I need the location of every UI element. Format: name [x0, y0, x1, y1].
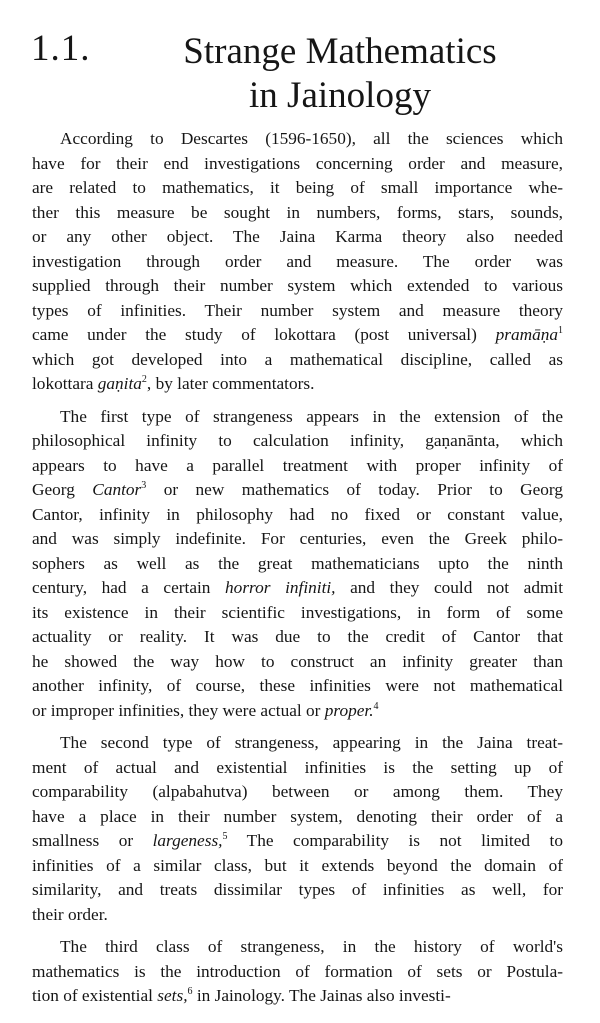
- italic-term: Cantor: [92, 480, 142, 499]
- text-run: The first type of strangeness appears in the extension of the: [60, 406, 563, 426]
- italic-term: proper.: [324, 700, 374, 720]
- text-line: [32, 903, 563, 928]
- text-line: [32, 878, 563, 903]
- text-run: The second type of strangeness, appearing in the Jaina treat-: [60, 733, 563, 752]
- text-line: [32, 674, 563, 699]
- text-line: [32, 429, 563, 454]
- text-line: [32, 323, 563, 348]
- text-run: have for their end investigations concerning order and measure,: [32, 153, 563, 173]
- text-line: [32, 152, 563, 177]
- text-run: ment of actual and existential infinities is the setting up of: [32, 757, 563, 777]
- text-line: [32, 127, 563, 152]
- footnote-marker: 6: [187, 986, 193, 998]
- text-run: or any other object. The Jaina Karma theory also needed: [32, 227, 563, 246]
- section-title: [120, 30, 560, 118]
- text-line: [32, 348, 563, 373]
- text-run: and was simply indefinite. For centuries, even the Greek philo-: [32, 529, 563, 548]
- paragraph: [32, 731, 563, 927]
- text-line: [32, 805, 563, 830]
- text-run: came under the study of lokottara (post universal): [32, 325, 496, 344]
- text-line: [32, 527, 563, 552]
- text-line: [32, 503, 563, 528]
- section-title-line-1: Strange Mathematics: [183, 31, 497, 72]
- footnote-marker: 4: [373, 700, 379, 712]
- text-run: have a place in their number system, denoting their order of a: [32, 806, 563, 826]
- text-run: lokottara: [32, 374, 98, 393]
- text-run: its existence in their scientific investigations, in form of some: [32, 602, 563, 622]
- text-line: [32, 935, 563, 960]
- text-line: [32, 250, 563, 275]
- text-run: comparability (alpabahutva) between or among them. They: [32, 782, 563, 801]
- footnote-marker: 1: [558, 325, 563, 337]
- text-run: or improper infinities, they were actual or: [32, 700, 325, 720]
- text-run: their order.: [32, 904, 108, 924]
- paragraph: [32, 127, 563, 397]
- text-line: [32, 650, 563, 675]
- text-run: century, had a certain: [32, 578, 226, 597]
- text-run: similarity, and treats dissimilar types of infinities as well, for: [32, 880, 563, 899]
- text-run: ther this measure be sought in numbers, forms, stars, sounds,: [32, 202, 563, 222]
- text-run: he showed the way how to construct an infinity greater than: [32, 651, 563, 671]
- text-run: appears to have a parallel treatment with proper infinity of: [32, 455, 563, 475]
- text-run: According to Descartes (1596-1650), all the sciences which: [60, 129, 563, 148]
- text-run: , by later commentators.: [146, 374, 315, 393]
- text-run: sophers as well as the great mathematicians upto the ninth: [32, 553, 563, 573]
- footnote-marker: 5: [222, 831, 228, 843]
- text-line: [32, 552, 563, 577]
- text-line: [32, 780, 563, 805]
- section-number: 1.1.: [31, 28, 91, 69]
- text-line: [32, 201, 563, 226]
- text-line: [32, 372, 563, 397]
- paragraph: [32, 935, 563, 1009]
- text-line: [32, 960, 563, 985]
- text-line: [32, 731, 563, 756]
- italic-term: pramāṇa: [495, 325, 558, 344]
- text-run: actuality or reality. It was due to the credit of Cantor that: [32, 627, 563, 646]
- text-run: Cantor, infinity in philosophy had no fixed or constant value,: [32, 504, 563, 524]
- body-text: [32, 127, 563, 1009]
- footnote-marker: 2: [141, 374, 147, 386]
- text-run: another infinity, of course, these infinities were not mathematical: [32, 676, 563, 695]
- text-line: [32, 699, 563, 724]
- text-line: [32, 829, 563, 854]
- paragraph: [32, 405, 563, 724]
- text-run: types of infinities. Their number system and measure theory: [32, 300, 563, 320]
- text-line: [32, 274, 563, 299]
- text-line: [32, 601, 563, 626]
- text-run: The comparability is not limited to: [227, 831, 563, 850]
- italic-term: horror infiniti,: [225, 578, 336, 597]
- text-line: [32, 984, 563, 1009]
- text-line: [32, 478, 563, 503]
- text-run: Georg: [32, 480, 93, 499]
- text-run: and they could not admit: [335, 578, 564, 597]
- text-run: mathematics is the introduction of formation of sets or Postula-: [32, 961, 563, 981]
- text-line: [32, 756, 563, 781]
- text-run: are related to mathematics, it being of small importance whe-: [32, 178, 563, 197]
- text-run: which got developed into a mathematical discipline, called as: [32, 349, 563, 369]
- text-run: The third class of strangeness, in the history of world's: [60, 937, 563, 956]
- text-run: smallness or: [32, 831, 153, 850]
- text-line: [32, 225, 563, 250]
- italic-term: largeness,: [152, 831, 223, 850]
- text-line: [32, 454, 563, 479]
- text-run: tion of existential: [32, 986, 158, 1005]
- text-line: [32, 576, 563, 601]
- text-line: [32, 299, 563, 324]
- text-run: supplied through their number system which extended to various: [32, 276, 563, 295]
- italic-term: gaṇita: [97, 374, 142, 393]
- italic-term: sets,: [157, 986, 188, 1005]
- text-run: philosophical infinity to calculation infinity, gaṇanānta, which: [32, 431, 563, 450]
- section-title-line-2: in Jainology: [249, 75, 431, 116]
- text-run: or new mathematics of today. Prior to Georg: [146, 480, 563, 499]
- text-run: investigation through order and measure. The order was: [32, 251, 563, 271]
- text-line: [32, 176, 563, 201]
- footnote-marker: 3: [141, 480, 147, 492]
- text-run: infinities of a similar class, but it extends beyond the domain of: [32, 855, 563, 875]
- text-line: [32, 625, 563, 650]
- text-line: [32, 854, 563, 879]
- text-line: [32, 405, 563, 430]
- text-run: in Jainology. The Jainas also investi-: [192, 986, 451, 1005]
